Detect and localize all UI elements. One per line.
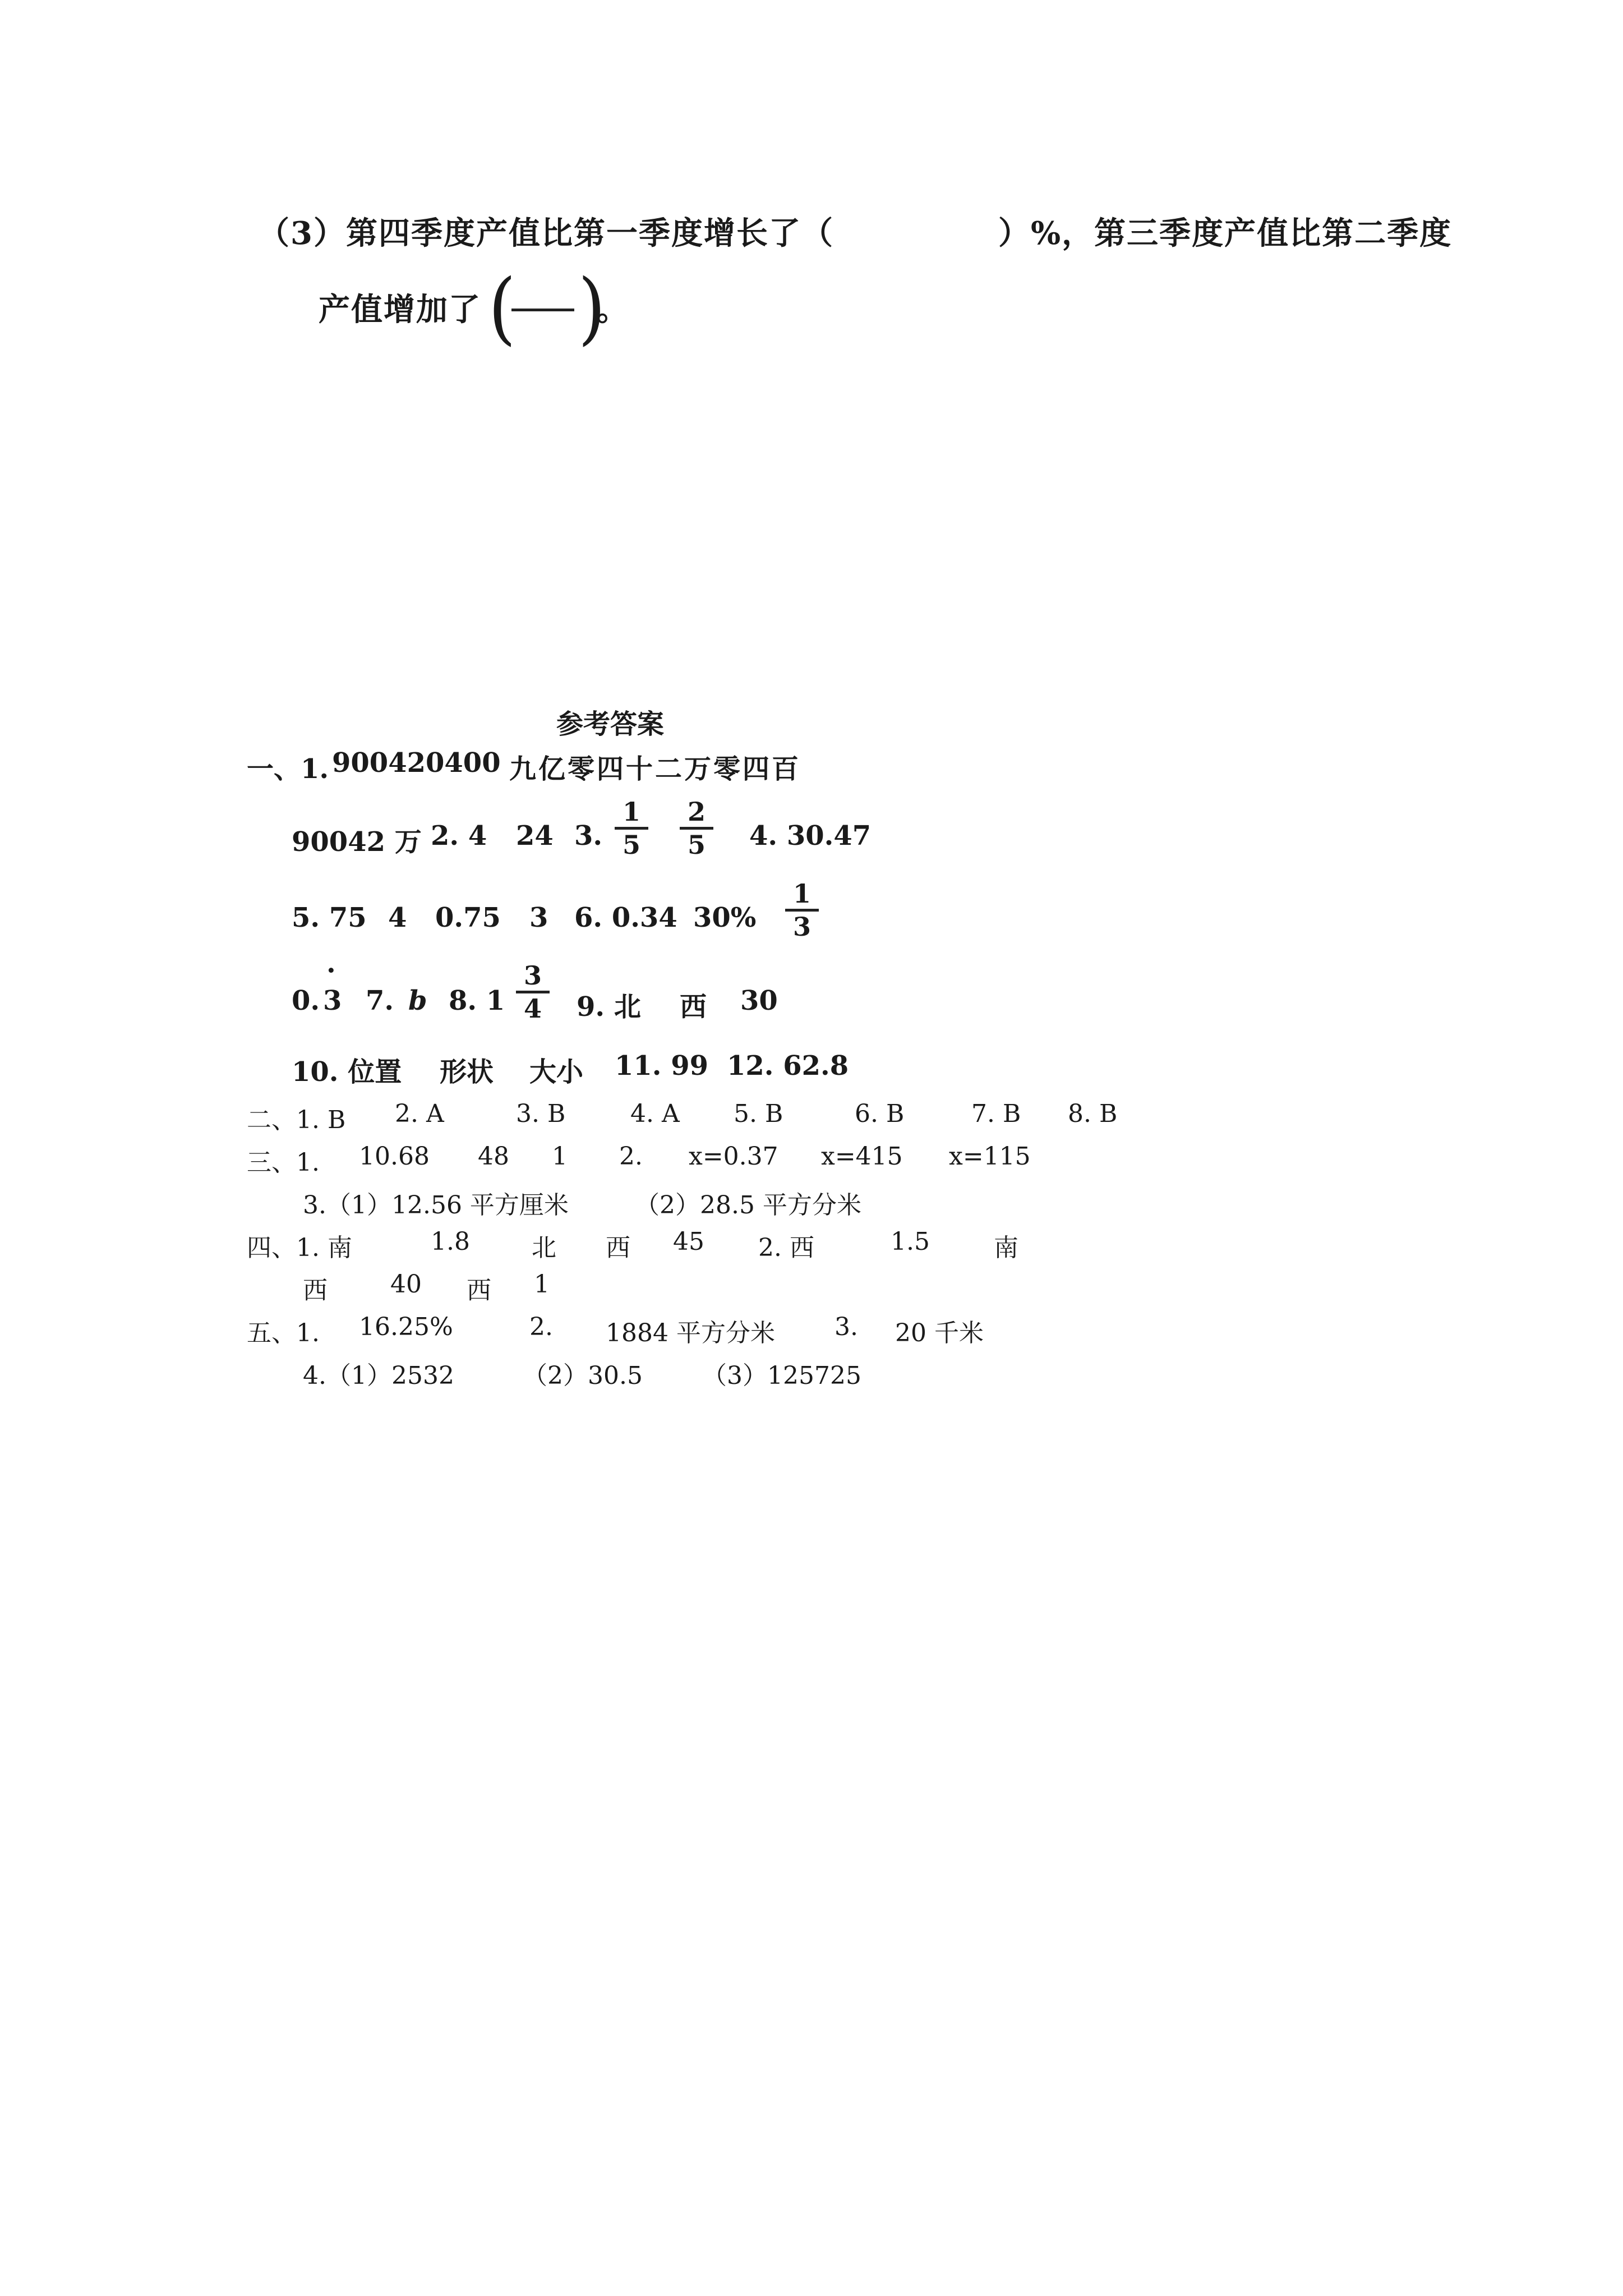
sec1-line4-b2: b bbox=[408, 985, 427, 1016]
sec2-item: 二、1. B bbox=[247, 1106, 346, 1134]
fraction-numerator: 3 bbox=[523, 960, 542, 991]
sec4-line2-item: 西 bbox=[467, 1276, 491, 1305]
sec1-line4-a: 0. bbox=[292, 985, 320, 1016]
sec1-line4-c: 8. 1 bbox=[449, 985, 505, 1016]
question-text-line2: 产值增加了 bbox=[319, 291, 481, 328]
sec1-line2-a: 90042 万 bbox=[292, 826, 422, 858]
sec5-line2-item: （2）30.5 bbox=[523, 1361, 643, 1390]
sec2-item: 6. B bbox=[855, 1099, 905, 1128]
fraction-denominator: 3 bbox=[792, 912, 811, 942]
sec2-item: 4. A bbox=[630, 1099, 680, 1128]
question-line-2 bbox=[319, 285, 481, 330]
question-line-1 bbox=[258, 209, 1452, 254]
sec4-line1-item: 南 bbox=[994, 1234, 1018, 1262]
sec1-line1-chinese: 九亿零四十二万零四百 bbox=[509, 753, 801, 785]
sec1-line3-a: 5. 75 bbox=[292, 902, 367, 933]
sec5-line1-item: 五、1. bbox=[247, 1319, 320, 1347]
fraction-3-4 bbox=[516, 960, 550, 1024]
sec1-line3-c: 0.75 bbox=[435, 902, 501, 933]
sec1-line5-d: 11. 99 bbox=[615, 1050, 709, 1082]
question-text-part1: （3）第四季度产值比第一季度增长了（ bbox=[258, 215, 834, 252]
sec3-line2-item: 3.（1）12.56 平方厘米 bbox=[303, 1191, 569, 1220]
sec5-line1-item: 20 千米 bbox=[895, 1319, 984, 1347]
sec1-line4-f: 30 bbox=[740, 985, 778, 1016]
fraction-numerator: 1 bbox=[622, 797, 640, 827]
sec5-line1-item: 1884 平方分米 bbox=[606, 1319, 775, 1347]
sec1-line5-a: 10. 位置 bbox=[292, 1056, 402, 1088]
sec5-line1-item: 2. bbox=[529, 1313, 553, 1341]
sec1-line3-e: 6. 0.34 bbox=[574, 902, 677, 933]
fraction-1-5 bbox=[615, 799, 648, 858]
sec3-line1-item: 1 bbox=[552, 1142, 568, 1171]
sec1-line3-f: 30% bbox=[693, 902, 757, 933]
repeating-dot: · bbox=[326, 955, 336, 986]
sec3-line1-item: 10.68 bbox=[359, 1142, 430, 1171]
sec1-line2-c: 24 bbox=[516, 820, 554, 852]
sec3-line1-item: x=415 bbox=[821, 1142, 903, 1171]
sec3-line2-item: （2）28.5 平方分米 bbox=[635, 1191, 861, 1220]
fraction-numerator: 2 bbox=[687, 797, 706, 827]
sec1-line3-d: 3 bbox=[529, 902, 548, 933]
sec4-line1-item: 1.5 bbox=[891, 1227, 930, 1256]
sec1-line1-number: 900420400 bbox=[332, 747, 501, 779]
sec1-line3-b: 4 bbox=[388, 902, 407, 933]
repeating-digit: 3 bbox=[323, 985, 342, 1016]
fraction-1-3 bbox=[785, 878, 819, 942]
sec4-line1-item: 1.8 bbox=[431, 1227, 470, 1256]
sec4-line1-item: 四、1. 南 bbox=[247, 1234, 352, 1262]
sec4-line2-item: 40 bbox=[390, 1270, 422, 1299]
sec2-item: 5. B bbox=[734, 1099, 783, 1128]
sec4-line1-item: 西 bbox=[606, 1234, 630, 1262]
fraction-denominator: 5 bbox=[622, 830, 640, 860]
sec3-line1-item: 48 bbox=[478, 1142, 509, 1171]
left-paren: ( bbox=[488, 263, 516, 354]
question-line2-end: 。 bbox=[597, 291, 629, 328]
sec4-line2-item: 西 bbox=[303, 1276, 328, 1305]
sec5-line1-item: 3. bbox=[834, 1313, 858, 1341]
fraction-blank-bar bbox=[511, 309, 574, 311]
sec1-line5-e: 12. 62.8 bbox=[727, 1050, 849, 1082]
sec1-line4-b: 7. bbox=[366, 985, 394, 1016]
sec2-item: 7. B bbox=[971, 1099, 1021, 1128]
sec1-line5-c: 大小 bbox=[529, 1056, 584, 1088]
sec4-line1-item: 45 bbox=[673, 1227, 704, 1256]
sec2-item: 2. A bbox=[395, 1099, 444, 1128]
fraction-denominator: 5 bbox=[687, 830, 706, 860]
sec5-line2-item: 4.（1）2532 bbox=[303, 1361, 454, 1390]
question-text-part2: ）%，第三季度产值比第二季度 bbox=[998, 215, 1453, 252]
fraction-denominator: 4 bbox=[523, 993, 542, 1024]
sec3-line1-item: x=115 bbox=[949, 1142, 1031, 1171]
sec1-line4-e: 西 bbox=[680, 991, 707, 1023]
right-paren: ) bbox=[578, 263, 606, 354]
sec4-line2-item: 1 bbox=[534, 1270, 550, 1299]
fraction-2-5 bbox=[680, 799, 713, 858]
sec3-line1-item: x=0.37 bbox=[689, 1142, 778, 1171]
sec1-line4-d: 9. 北 bbox=[577, 991, 641, 1023]
sec4-line1-item: 2. 西 bbox=[758, 1234, 814, 1262]
sec1-line2-e: 4. 30.47 bbox=[749, 820, 872, 852]
sec1-line5-b: 形状 bbox=[440, 1056, 494, 1088]
sec2-item: 8. B bbox=[1068, 1099, 1118, 1128]
answers-title: 参考答案 bbox=[556, 708, 665, 740]
fraction-numerator: 1 bbox=[792, 878, 811, 909]
sec5-line2-item: （3）125725 bbox=[702, 1361, 861, 1390]
sec4-line1-item: 北 bbox=[532, 1234, 556, 1262]
sec5-line1-item: 16.25% bbox=[359, 1313, 453, 1341]
sec3-line1-item: 三、1. bbox=[247, 1148, 320, 1177]
sec1-line2-d: 3. bbox=[574, 820, 603, 852]
sec1-line2-b: 2. 4 bbox=[431, 820, 487, 852]
sec3-line1-item: 2. bbox=[619, 1142, 643, 1171]
sec2-item: 3. B bbox=[516, 1099, 566, 1128]
sec1-line1-label: 一、1. bbox=[247, 753, 329, 785]
